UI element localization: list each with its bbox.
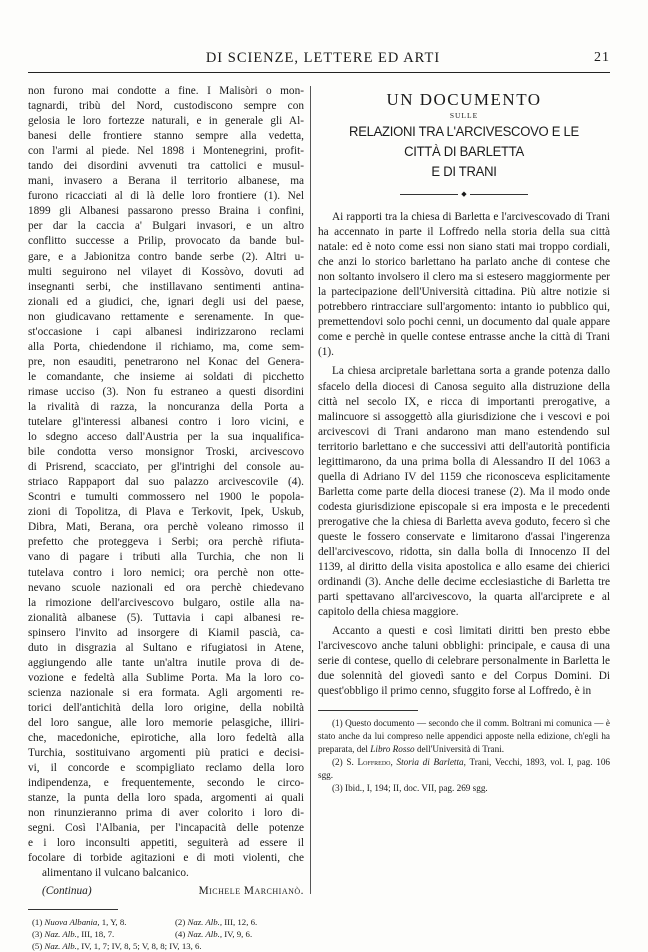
text-line: che, macedoniche, epirotiche, alla loro fedeltà alla — [28, 732, 304, 745]
text-line: torici dell'antichità della loro origine, della nobiltà — [28, 701, 304, 714]
text-line: striaco Rappaport dal suo palazzo arcivescovile (4). — [28, 476, 304, 489]
text-line: gare, e a Jabionitza contro bande serbe (2). Altri u- — [28, 250, 304, 263]
article-author: Michele Marchianò. — [198, 885, 304, 898]
running-header — [28, 44, 610, 73]
text-line: mani, invasero a Berana il territorio albanese, ma — [28, 175, 304, 188]
footnote-source: Naz. Alb., — [187, 916, 223, 927]
footnote-1-text: (1) Questo documento — secondo che il comm. Boltrani mi comunica — è stato anche da lui compreso nelle appendici apposte nella edizione, ch'egli ha preparata, del — [318, 717, 610, 754]
text-line: vi, il concorde e scompigliato reclamo della loro — [28, 762, 304, 775]
text-line: prefetto che proteggeva i Serbi; ora perchè rifiuta- — [28, 536, 304, 549]
text-line: la rimozione dell'arcivescovo bulgaro, ostile alla na- — [28, 596, 304, 609]
footnote-entry — [171, 916, 304, 928]
footnote-rule-right — [318, 710, 418, 711]
footnote-entry — [28, 916, 161, 928]
text-line: multi seguirono nel vilayet di Kossòvo, dovuti ad — [28, 265, 304, 278]
text-line: per dar la caccia a' Bulgari invasori, e un altro — [28, 220, 304, 233]
ornament-dot: ◆ — [461, 190, 467, 198]
text-line: con l'armi al piede. Nel 1898 i Montenegrini, profit- — [28, 145, 304, 158]
text-line: zioni di Topolitza, di Plava e Terkovit, Ipek, Uskub, — [28, 506, 304, 519]
right-column — [318, 84, 610, 795]
article-signoff — [28, 884, 304, 899]
footnote-source: Naz. Alb., — [44, 940, 80, 951]
text-line: tutelare gl'interessi albanesi contro i loro vicini, e — [28, 416, 304, 429]
running-title: DI SCIENZE, LETTERE ED ARTI — [205, 49, 441, 66]
text-line: lo sdegno acceso dall'Austria per la sua inqualifica- — [28, 431, 304, 444]
footnote-1-end: dell'Università di Trani. — [416, 743, 505, 754]
footnote-source: Naz. Alb., — [187, 928, 223, 939]
text-line: tutelava contro i loro nemici; ora perchè non otte- — [28, 566, 304, 579]
footnote-reference: IV, 9, 6. — [224, 928, 253, 939]
text-line: vozione e fedeltà alla Sublime Porta. Ma la loro co- — [28, 671, 304, 684]
text-line: 1899 gli Albanesi passarono presso Braina i confini, — [28, 205, 304, 218]
left-column — [28, 84, 304, 952]
footnote-source: Nuova Albania, — [44, 916, 100, 927]
footnote-entry — [171, 928, 304, 940]
footnote-2 — [318, 756, 610, 782]
right-footnotes — [318, 717, 610, 795]
text-line: scienza nazionale si era formata. Agli argomenti re- — [28, 686, 304, 699]
page-number: 21 — [594, 50, 610, 65]
text-line: alla Porta, chiedendone il richiamo, ma, come sem- — [28, 340, 304, 353]
text-line: vano di pagare i tributi alla Turchia, che non li — [28, 551, 304, 564]
text-line: Scontri e tumulti commossero nel 1900 le popola- — [28, 491, 304, 504]
footnote-number: (5) — [32, 940, 43, 951]
footnote-reference: IV, 1, 7; IV, 8, 5; V, 8, 8; IV, 13, 6. — [81, 940, 202, 951]
text-line: Turchia, sostituivano argomenti più pratici e decisi- — [28, 747, 304, 760]
footnote-2-title: Storia di Barletta, — [396, 756, 466, 767]
footnote-2-end: Trani, Vecchi, 1893, vol. I, pag. 106 sgg. — [318, 756, 611, 780]
footnote-entry — [28, 940, 304, 952]
paragraph-2: La chiesa arcipretale barlettana sorta a grande potenza dallo sfacelo della diocesi di Canosa seguito alla distruzione della città nel secolo IX, e ricca di importanti prerogative, a malincuore si assoggettò alla giurisdizione che i vescovi e poi arcivescovi di Trani andarono man mano estendendo sul territorio barlettano e che successivi atti dell'autorità pontificia legittimarono, da una prima bolla di Alessandro II del 1063 a quella di Adriano IV del 1159 che riconosceva esplicitamente Barletta come parte della diocesi tranese (2). Ma il modo onde codesta giurisdizione episcopale si era imposta e le precedenti prerogative che la chiesa di Barletta aveva goduto, fecero sì che queste le fossero conservate e limitarono d'assai l'ingerenza dell'arcivescovo, ridotta, sin dalla bolla di Innocenzo II del 1139, al diritto della visita apostolica e allo esame dei chierici ordinandi (3). Anche delle decime ecclesiastiche di Barletta tre parti spettavano all'arcivescovo, la quarta all'arciprete e al capitolo della chiesa maggiore. — [318, 365, 610, 619]
text-line: del loro sangue, alle loro memorie pelasgiche, illiri- — [28, 716, 304, 729]
text-line: furono ricacciati al di là delle loro frontiere (1). Nel — [28, 190, 304, 203]
text-line: indipendenza, e frequentemente, secondo le circo- — [28, 777, 304, 790]
ornament-line-right — [470, 194, 528, 195]
text-line: segni. Così l'Albania, per l'incapacità delle potenze — [28, 822, 304, 835]
footnote-1-italic: Libro Rosso — [370, 743, 415, 754]
footnote-2-author: Loffredo, — [357, 756, 393, 767]
text-line: conflitto successe a Prilip, provocato da bande bul- — [28, 235, 304, 248]
footnote-reference: 1, Y, 8. — [101, 916, 127, 927]
text-line: alimentano il vulcano balcanico. — [42, 867, 189, 880]
text-line: nevano scuole nazionali ed ora perchè chiedevano — [28, 581, 304, 594]
text-line: di Prisrend, scacciato, per gl'intrighi del console au- — [28, 461, 304, 474]
text-line: tagnardi, tribù del Nord, custodiscono sempre con — [28, 100, 304, 113]
text-line: non furono mai condotte a fine. I Malisòri o mon- — [28, 85, 304, 97]
footnote-source: Naz. Alb., — [44, 928, 80, 939]
footnote-number: (2) — [175, 916, 186, 927]
continua-note: (Continua) — [42, 885, 92, 898]
article-heading-line2: E DI TRANI — [431, 164, 497, 180]
text-line: stanze, la punta della loro spada, argomenti ai quali — [28, 792, 304, 805]
paragraph-1: Ai rapporti tra la chiesa di Barletta e l'arcivescovado di Trani ha accennato in parte il Loffredo nella storia della sua città natale: ed è noto come essi non siano stati mai troppo cordiali, che anzi lo storico barlettano ha parlato anche di contese che non soltanto involsero il clero ma si estesero maggiormente per la partecipazione dell'Università cittadina. Più altre notizie si potrebbero rintracciare sull'argomento: intanto io pubblico qui, premettendovi solo pochi cenni, un documento dal quale appare come e perchè in quelle contese entrasse anche la città di Trani (1). — [318, 211, 610, 359]
footnote-2-start: (2) S. — [332, 756, 354, 767]
footnote-entry — [28, 928, 161, 940]
text-line: rimase ucciso (3). Non fu estraneo a questi disordini — [28, 385, 304, 398]
ornament-line-left — [400, 194, 458, 195]
text-line: pre, non esauditi, penetrarono nel Konac del Genera- — [28, 355, 304, 368]
paragraph-3: Accanto a questi e così limitati diritti ben presto ebbe l'arcivescovo anche taluni obblighi: principale, e causa di una serie di contese, quello di celebrare personalmente in Barletta le due solennità del giovedì santo e del Corpus Domini. Di quest'obbligo il primo cenno, sfuggito forse al Loffredo, è in — [318, 625, 610, 698]
footnote-reference: III, 12, 6. — [224, 916, 258, 927]
text-line: zionalità albanese (5). Tuttavia i capi albanesi re- — [28, 611, 304, 624]
text-line: non giudicavano rettamente e serenamente. In que- — [28, 310, 304, 323]
text-line: le comandante, che insieme ai soldati di picchetto — [28, 370, 304, 383]
column-divider — [310, 86, 311, 894]
text-line: zionali ed a giudici, che, ignari degli usi del paese, — [28, 295, 304, 308]
left-text-block — [28, 84, 304, 881]
article-heading-line1: RELAZIONI TRA L'ARCIVESCOVO E LE CITTÀ DI BARLETTA — [349, 124, 579, 160]
footnote-1 — [318, 717, 610, 756]
footnote-reference: III, 18, 7. — [81, 928, 115, 939]
text-line: gelosia le loro fortezze naturali, e in generale gli Al- — [28, 115, 304, 128]
footnote-number: (3) — [32, 928, 43, 939]
text-line: insegnanti serbi, che instillavano sentimenti antina- — [28, 280, 304, 293]
article-subtitle: SULLE — [449, 111, 479, 120]
text-line: duto in disgrazia al Sultano e rifugiatosi in Atene, — [28, 641, 304, 654]
text-line: spinsero l'invito ad insorgere di Kiamil pascià, ca- — [28, 626, 304, 639]
text-line: tando dei disordini avvenuti tra cattolici e musul- — [28, 160, 304, 173]
footnote-number: (4) — [175, 928, 186, 939]
article-title: UN DOCUMENTO — [386, 90, 542, 109]
text-line: aggiungendo alle tante un'altra inutile prova di de- — [28, 656, 304, 669]
text-line: st'occasione i capi albanesi indirizzarono reclami — [28, 325, 304, 338]
text-line: banesi delle frontiere stanno sempre alla vedetta, — [28, 130, 304, 143]
text-line: non rinunzieranno prima di aver colorito i loro di- — [28, 807, 304, 820]
footnote-number: (1) — [32, 916, 43, 927]
text-line: focolare di torbide agitazioni e di moti violenti, che — [28, 852, 304, 865]
text-line: bile condotta verso monsignor Troski, arcivescovo — [28, 446, 304, 459]
text-line: la rivalità di razza, la noncuranza della Porta a — [28, 400, 304, 413]
title-ornament — [318, 190, 610, 198]
footnote-3: (3) Ibid., I, 194; II, doc. VII, pag. 269 sgg. — [332, 782, 488, 793]
left-footnotes — [28, 916, 304, 952]
text-line: Dibra, Mati, Berana, ora perchè voleano rimosso il — [28, 521, 304, 534]
footnote-rule — [28, 909, 118, 910]
text-line: e i loro inconsulti appetiti, seguiterà ad essere il — [28, 837, 304, 850]
